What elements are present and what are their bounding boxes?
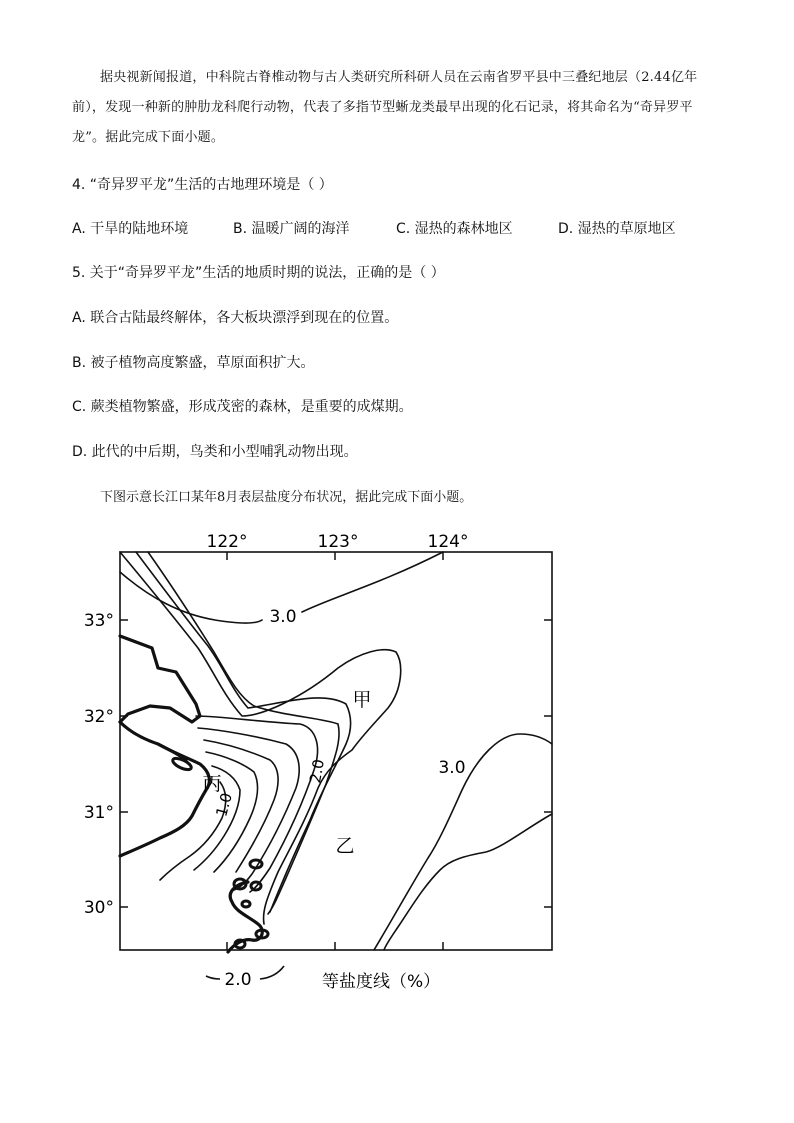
q4-option-c[interactable]: C. 湿热的森林地区 <box>396 221 513 237</box>
legend-value: 2.0 <box>224 970 252 990</box>
contour-label-3-0-north: 3.0 <box>269 607 297 627</box>
contour-label-2-0: 2.0 <box>306 757 329 785</box>
contour-label-1-0: 1.0 <box>212 790 236 819</box>
contour-label-3-0-east: 3.0 <box>438 758 466 778</box>
legend <box>206 966 440 992</box>
lon-label-124: 124° <box>427 532 469 552</box>
legend-line-right <box>260 966 284 979</box>
map-intro: 下图示意长江口某年8月表层盐度分布状况，据此完成下面小题。 <box>100 490 473 505</box>
q4-option-a[interactable]: A. 干旱的陆地环境 <box>72 221 189 237</box>
q5-option-b[interactable]: B. 被子植物高度繁盛，草原面积扩大。 <box>72 355 315 371</box>
q4-option-d[interactable]: D. 湿热的草原地区 <box>558 221 676 237</box>
lon-label-122: 122° <box>206 532 248 552</box>
legend-line-left <box>206 976 220 979</box>
question-5-stem: 5. 关于“奇异罗平龙”生活的地质时期的说法，正确的是（ ） <box>72 265 445 281</box>
question-4-stem: 4. “奇异罗平龙”生活的古地理环境是（ ） <box>72 177 333 193</box>
lat-label-30: 30° <box>83 898 114 918</box>
lat-label-31: 31° <box>83 803 114 823</box>
place-label-jia: 甲 <box>352 689 372 711</box>
q5-option-d[interactable]: D. 此代的中后期，鸟类和小型哺乳动物出现。 <box>72 444 358 460</box>
q5-option-c[interactable]: C. 蕨类植物繁盛，形成茂密的森林，是重要的成煤期。 <box>72 399 413 415</box>
q4-option-b[interactable]: B. 温暖广阔的海洋 <box>233 221 350 237</box>
passage-intro: 据央视新闻报道，中科院古脊椎动物与古人类研究所科研人员在云南省罗平县中三叠纪地层（2.44亿年前），发现一种新的肿肋龙科爬行动物，代表了多指节型蜥龙类最早出现的化石记录，将其命名为“奇异罗平龙”。据此完成下面小题。 <box>72 70 698 145</box>
place-label-bing: 丙 <box>202 773 222 795</box>
lat-label-32: 32° <box>83 707 114 727</box>
legend-caption: 等盐度线（%） <box>322 972 441 992</box>
lat-label-33: 33° <box>83 611 114 631</box>
isohalines <box>120 552 552 950</box>
lon-label-123: 123° <box>317 532 359 552</box>
q5-option-a[interactable]: A. 联合古陆最终解体，各大板块漂浮到现在的位置。 <box>72 310 399 326</box>
place-label-yi: 乙 <box>335 835 355 857</box>
